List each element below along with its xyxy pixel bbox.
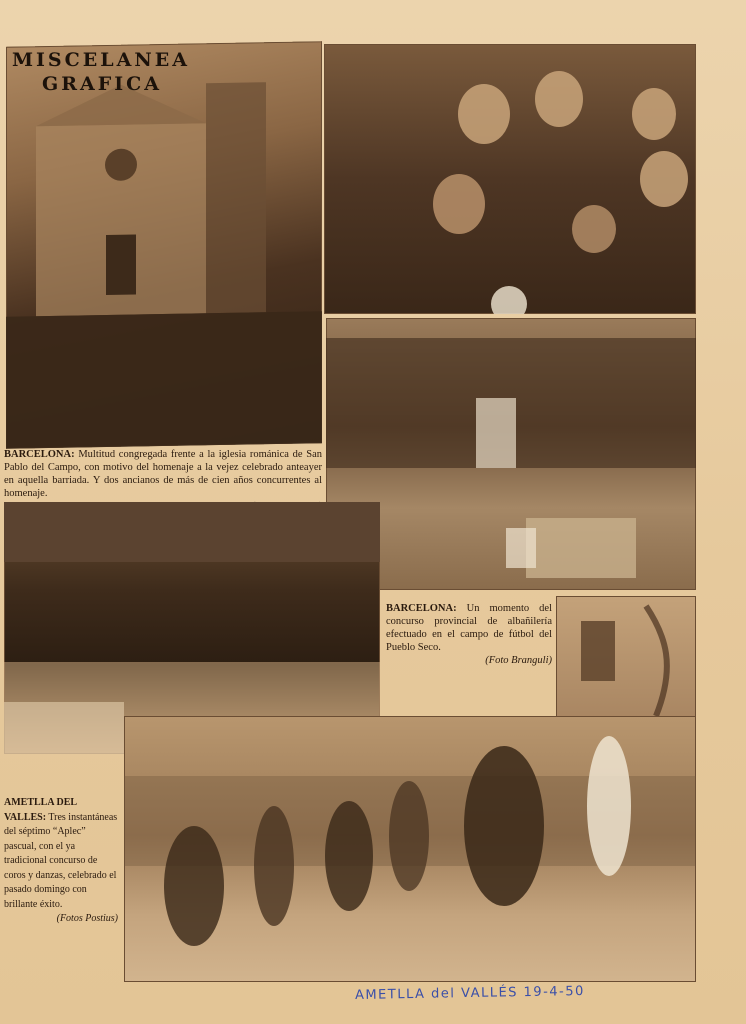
caption-ametlla (4, 796, 118, 927)
photo-elderly-women (324, 44, 696, 314)
masthead-title (12, 48, 190, 96)
caption-ametlla-text: Tres instantáneas del séptimo “Aplec” pascual, con el ya tradicional concurso de coros y danzas, celebrado el pasado domingo con brillante éxito. (4, 811, 118, 910)
elderly-illustration (324, 44, 696, 314)
facade-illustration (556, 596, 696, 718)
caption-church-text: Multitud congregada frente a la iglesia románica de San Pablo del Campo, con motivo del homenaje a la vejez celebrado anteayer en aquella barriada. Y dos ancianos de más de cien años concurrentes al homenaje. (4, 449, 323, 499)
handwritten-date-note: AMETLLA del VALLÉS 19-4-50 (354, 983, 585, 1004)
caption-football-text: Un momento del concurso provincial de albañilería efectuado en el campo de fútbol del Pueblo Seco. (386, 603, 552, 653)
caption-ametlla-credit: (Fotos Postius) (56, 913, 118, 924)
photo-masonry-contest (326, 318, 696, 590)
masthead-line-1: MISCELANEA (12, 49, 190, 71)
photo-dancers (124, 716, 696, 982)
masonry-illustration (326, 318, 696, 590)
photo-church-crowd (6, 41, 322, 449)
church-illustration (6, 41, 322, 449)
photo-house-facade (556, 596, 696, 718)
dancers-illustration (124, 716, 696, 982)
caption-football-credit: (Foto Branguli) (485, 655, 552, 666)
caption-football (386, 602, 552, 667)
caption-church-place: BARCELONA: (4, 449, 75, 460)
caption-football-place: BARCELONA: (386, 603, 457, 614)
masthead-line-2: GRAFICA (42, 73, 162, 95)
caption-ametlla-place: AMETLLA DEL VALLES: (4, 797, 77, 823)
